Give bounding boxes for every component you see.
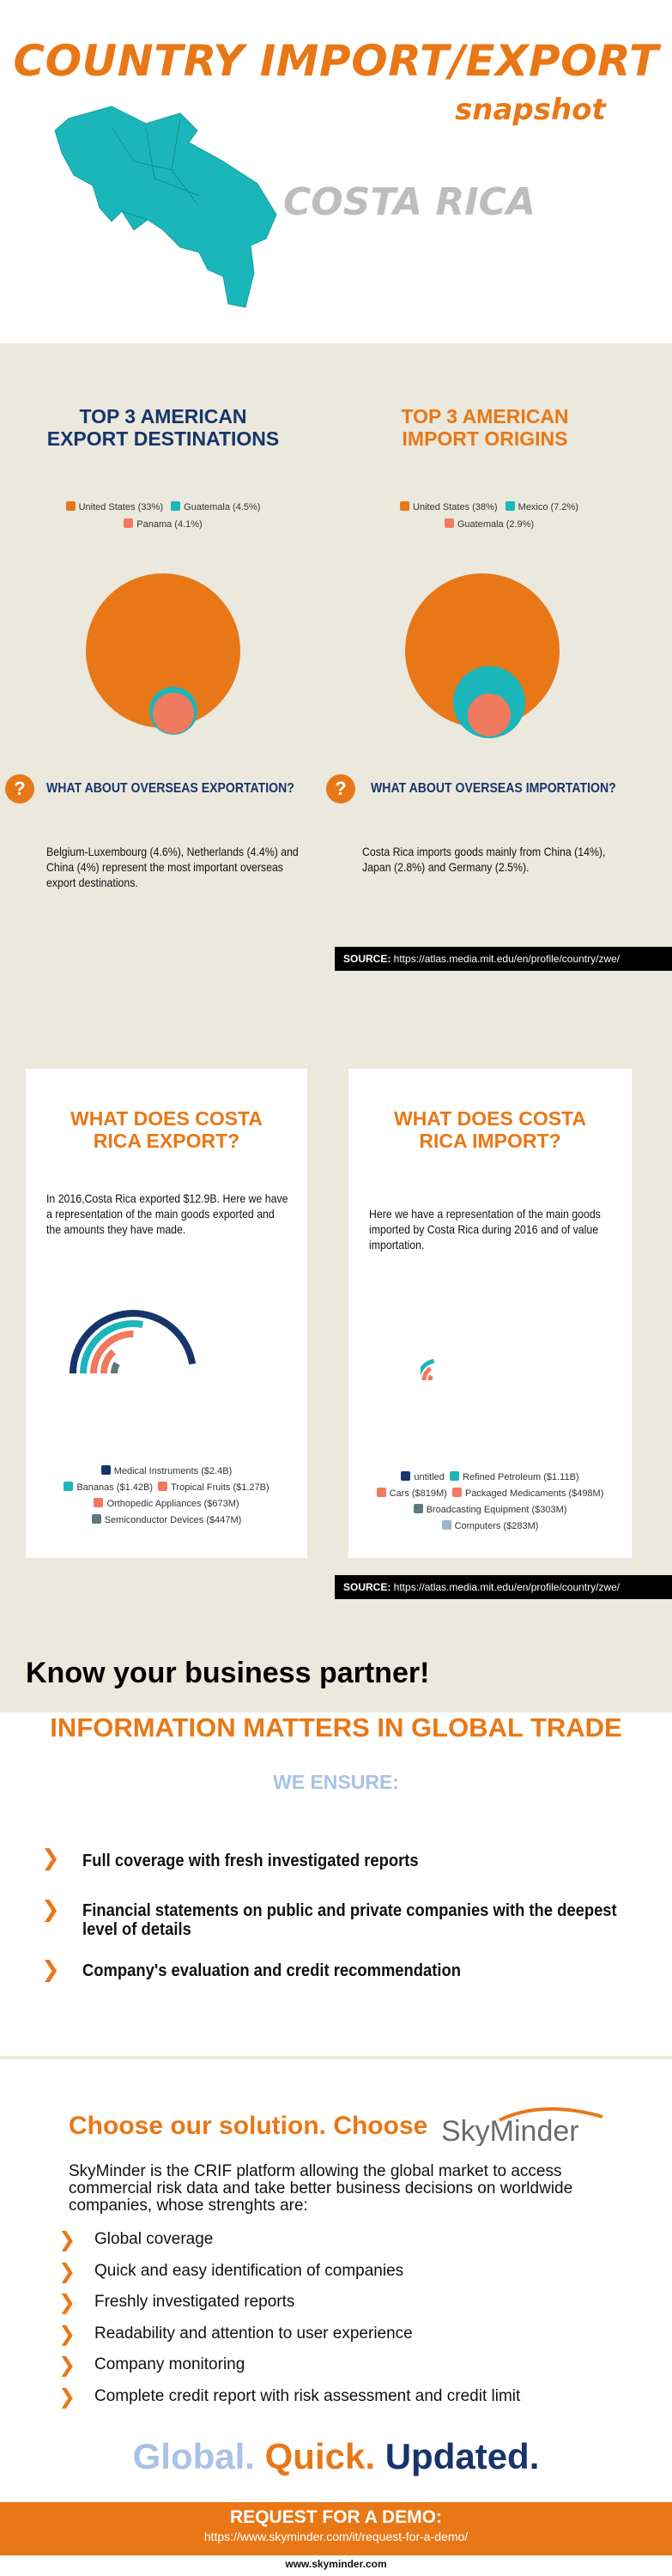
legend-label: Cars ($819M) — [389, 1488, 447, 1499]
footer-url[interactable]: www.skyminder.com — [285, 2558, 387, 2570]
request-demo-title: REQUEST FOR A DEMO: — [230, 2507, 442, 2527]
legend-swatch — [66, 501, 76, 511]
legend-label: Guatemala (2.9%) — [457, 519, 535, 530]
legend-item — [64, 1482, 153, 1493]
legend-item — [94, 1499, 239, 1509]
chevron-right-icon: ❯ — [58, 2259, 76, 2283]
solution-description: SkyMinder is the CRIF platform allowing the global market to access commercial risk data and take better business decisions on worldwide companies, whose strenghts are: — [69, 2162, 573, 2215]
solution-item: Global coverage — [94, 2230, 214, 2248]
question-icon: ? — [326, 774, 355, 803]
section-divider — [0, 2056, 672, 2059]
legend-label: Packaged Medicaments ($498M) — [464, 1488, 604, 1499]
skyminder-logo-text: SkyMinder — [441, 2115, 579, 2146]
source-note-2 — [335, 1575, 672, 1599]
tagline — [0, 2436, 672, 2477]
legend-swatch — [377, 1488, 386, 1497]
legend-swatch — [442, 1520, 451, 1530]
export-card-title-line1: WHAT DOES COSTA — [70, 1107, 263, 1130]
legend-swatch — [92, 1514, 101, 1524]
import-legend — [343, 501, 635, 530]
export-legend — [0, 501, 326, 530]
country-name: COSTA RICA — [283, 180, 536, 224]
overseas-import-text: Costa Rica imports goods mainly from China (14%), Japan (2.8%) and Germany (2.5%). — [362, 845, 606, 874]
solution-item: Readability and attention to user experience — [94, 2324, 413, 2343]
chart-mark-semiconductor-devices — [114, 1363, 117, 1373]
legend-label: United States (38%) — [413, 502, 498, 512]
legend-label: Computers ($283M) — [454, 1521, 539, 1531]
export-card-title-line2: RICA EXPORT? — [93, 1130, 240, 1152]
legend-item — [414, 1505, 567, 1515]
export-destinations-chart — [86, 539, 240, 759]
import-origins-chart — [405, 539, 560, 759]
legend-item — [401, 1472, 444, 1482]
legend-swatch — [101, 1465, 111, 1475]
know-partner-heading: Know your business partner! — [26, 1657, 430, 1689]
import-card-title-line1: WHAT DOES COSTA — [393, 1107, 587, 1130]
legend-swatch — [400, 501, 409, 511]
legend-label: Tropical Fruits ($1.27B) — [171, 1482, 269, 1493]
export-goods-legend — [26, 1464, 307, 1529]
solution-item: Company monitoring — [94, 2355, 245, 2373]
source-link[interactable]: https://atlas.media.mit.edu/en/profile/country/zwe/ — [390, 953, 621, 965]
legend-label: Semiconductor Devices ($447M) — [104, 1515, 242, 1525]
legend-item — [400, 502, 497, 512]
chevron-right-icon: ❯ — [58, 2322, 76, 2346]
export-destinations-title-line2: EXPORT DESTINATIONS — [46, 427, 280, 450]
legend-swatch — [452, 1488, 462, 1497]
legend-swatch — [64, 1482, 73, 1491]
legend-swatch — [506, 501, 515, 511]
solution-item: Quick and easy identification of companies — [94, 2262, 404, 2280]
legend-swatch — [414, 1504, 423, 1513]
legend-swatch — [158, 1482, 167, 1491]
import-card-text: Here we have a representation of the main goods imported by Costa Rica during 2016 and of value importation. — [369, 1207, 601, 1252]
source-label: SOURCE: — [343, 1581, 391, 1593]
chevron-right-icon: ❯ — [58, 2227, 76, 2252]
legend-item — [450, 1472, 579, 1482]
we-ensure-heading: WE ENSURE: — [273, 1771, 399, 1793]
legend-item — [92, 1515, 242, 1525]
legend-label: Orthopedic Appliances ($673M) — [106, 1499, 239, 1509]
ensure-item: Company's evaluation and credit recommendation — [82, 1961, 461, 1980]
import-card-title-line2: RICA IMPORT? — [419, 1130, 561, 1152]
legend-swatch — [445, 518, 454, 528]
export-destinations-title-line1: TOP 3 AMERICAN — [79, 405, 247, 427]
legend-item — [445, 519, 534, 530]
information-matters-heading: INFORMATION MATTERS IN GLOBAL TRADE — [50, 1712, 622, 1743]
chevron-right-icon: ❯ — [41, 1897, 60, 1923]
legend-label: Broadcasting Equipment ($303M) — [426, 1505, 567, 1515]
export-destinations-title — [17, 405, 309, 450]
export-goods-chart — [69, 1296, 197, 1382]
chevron-right-icon: ❯ — [41, 1846, 60, 1871]
legend-item — [101, 1466, 233, 1476]
legend-swatch — [450, 1471, 459, 1481]
legend-item — [377, 1488, 447, 1499]
solution-item: Freshly investigated reports — [94, 2293, 295, 2311]
question-icon: ? — [5, 774, 34, 803]
tagline-quick: Quick. — [264, 2436, 376, 2476]
chevron-right-icon: ❯ — [58, 2353, 76, 2377]
legend-label: Refined Petroleum ($1.11B) — [463, 1472, 579, 1482]
chevron-right-icon: ❯ — [41, 1957, 60, 1983]
overseas-import-question: WHAT ABOUT OVERSEAS IMPORTATION? — [371, 781, 616, 796]
legend-label: Panama (4.1%) — [136, 519, 203, 530]
tagline-updated: Updated. — [384, 2436, 540, 2476]
choose-solution-heading: Choose our solution. Choose — [69, 2112, 428, 2140]
legend-label: Bananas ($1.42B) — [76, 1482, 153, 1493]
legend-label: Mexico (7.2%) — [518, 502, 578, 512]
request-demo-link[interactable]: https://www.skyminder.com/it/request-for-a-demo/ — [203, 2530, 469, 2543]
ensure-item: Full coverage with fresh investigated reports — [82, 1852, 419, 1870]
legend-item — [66, 502, 163, 512]
legend-swatch — [124, 518, 133, 528]
import-goods-legend — [348, 1470, 632, 1535]
import-origins-title-line1: TOP 3 AMERICAN — [401, 405, 569, 427]
legend-item — [158, 1482, 269, 1493]
legend-item — [171, 502, 260, 512]
import-origins-title — [343, 405, 627, 450]
legend-item — [452, 1488, 603, 1499]
solution-item: Complete credit report with risk assessment and credit limit — [94, 2387, 521, 2405]
legend-label: untitled — [414, 1472, 445, 1482]
chart-mark-guatemala — [468, 694, 511, 736]
export-card-text: In 2016,Costa Rica exported $12.9B. Here we have a representation of the main goods exported and the amounts they have made. — [46, 1191, 288, 1236]
legend-swatch — [94, 1498, 103, 1507]
import-arcs-group — [421, 1361, 434, 1380]
chart-mark-packaged-medicaments — [430, 1376, 432, 1380]
request-demo-banner[interactable] — [0, 2502, 672, 2555]
source-note — [335, 947, 672, 971]
overseas-export-question: WHAT ABOUT OVERSEAS EXPORTATION? — [46, 781, 294, 796]
skyminder-logo-mark — [439, 2101, 611, 2146]
legend-item — [124, 519, 202, 530]
source-label: SOURCE: — [343, 953, 391, 965]
export-card-title — [26, 1107, 307, 1152]
legend-item — [506, 502, 578, 512]
legend-swatch — [401, 1471, 410, 1481]
skyminder-logo — [439, 2101, 611, 2150]
ensure-item: Financial statements on public and private companies with the deepest level of details — [82, 1901, 617, 1939]
legend-label: Medical Instruments ($2.4B) — [113, 1466, 233, 1476]
import-goods-chart — [421, 1339, 524, 1382]
page-title: COUNTRY IMPORT/EXPORT — [13, 36, 659, 86]
chevron-right-icon: ❯ — [58, 2385, 76, 2409]
source-link[interactable]: https://atlas.media.mit.edu/en/profile/country/zwe/ — [390, 1581, 621, 1593]
chevron-right-icon: ❯ — [58, 2290, 76, 2314]
tagline-global: Global. — [132, 2436, 255, 2476]
chart-mark-panama — [153, 693, 194, 734]
export-arcs-group — [73, 1313, 192, 1373]
import-origins-title-line2: IMPORT ORIGINS — [402, 427, 568, 450]
import-card-title — [348, 1107, 632, 1152]
legend-label: Guatemala (4.5%) — [184, 502, 261, 512]
costa-rica-map-icon — [51, 101, 309, 316]
legend-label: United States (33%) — [78, 502, 163, 512]
overseas-export-text: Belgium-Luxembourg (4.6%), Netherlands (4.4%) and China (4%) represent the most important overseas export destinations. — [46, 845, 299, 889]
legend-swatch — [171, 501, 180, 511]
page-subtitle: snapshot — [455, 93, 606, 127]
legend-item — [442, 1521, 539, 1531]
